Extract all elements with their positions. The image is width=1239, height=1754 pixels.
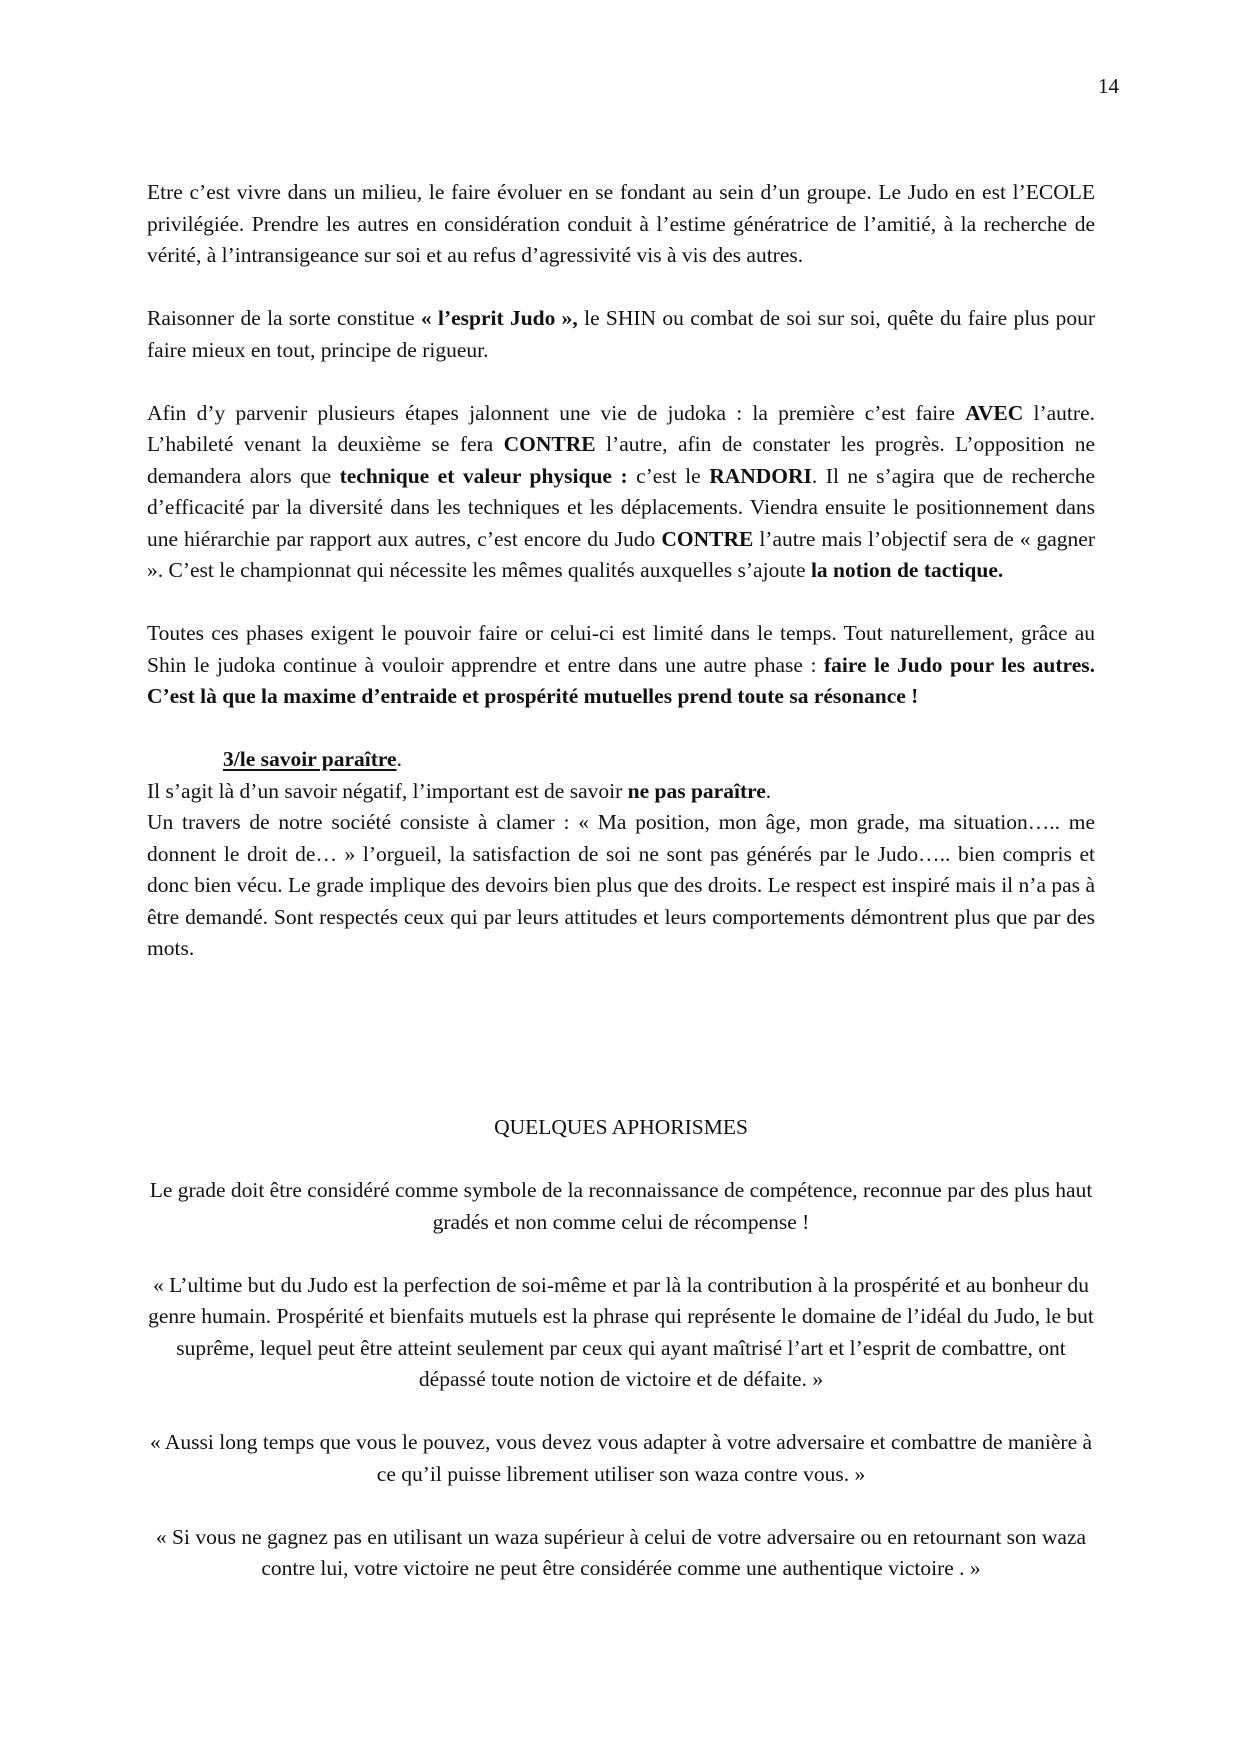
section-heading-savoir-paraitre: 3/le savoir paraître <box>223 747 397 771</box>
paragraph-phases <box>147 618 1095 713</box>
bold-ne-pas-paraitre: ne pas paraître <box>627 778 766 803</box>
paragraph-etapes <box>147 398 1095 587</box>
text-run: Il s’agit là d’un savoir négatif, l’important est de savoir <box>147 778 628 803</box>
bold-technique: technique et valeur physique : <box>339 463 628 488</box>
aphorisms-section <box>147 1112 1095 1616</box>
text-run: l’autre. L’habileté venant la deuxième se fera <box>147 400 1095 456</box>
bold-esprit-judo: « l’esprit Judo », <box>420 306 578 330</box>
aphorism-ultime-but: « L’ultime but du Judo est la perfection de soi-même et par là la contribution à la prospérité et au bonheur du genre humain. Prospérité et bienfaits mutuels est la phrase qui représente le domaine de l’idéal du Judo, le but suprême, lequel peut être atteint seulement par ceux qui ayant maîtrisé l’art et l’esprit de combattre, ont dépassé toute notion de victoire et de défaite. » <box>148 1272 1094 1391</box>
heading-suffix: . <box>396 747 402 771</box>
aphorism-victoire: « Si vous ne gagnez pas en utilisant un waza supérieur à celui de votre adversaire ou en retournant son waza contre lui, votre victoire ne peut être considérée comme une authentique victoire . » <box>155 1524 1087 1580</box>
text-run: l’autre, afin de constater les progrès. L’opposition ne demandera alors que <box>147 432 1095 488</box>
paragraph-etre: Etre c’est vivre dans un milieu, le faire évoluer en se fondant au sein d’un groupe. Le Judo en est l’ECOLE privilégiée. Prendre les autres en considération conduit à l’estime génératrice de l’amitié, à la recherche de vérité, à l’intransigeance sur soi et au refus d’agressivité vis à vis des autres. <box>147 180 1095 267</box>
paragraph-savoir-negatif <box>147 776 1095 808</box>
text-run: Afin d’y parvenir plusieurs étapes jalonnent une vie de judoka : la première c’est faire <box>147 400 966 425</box>
section-heading-row <box>147 744 1095 776</box>
bold-faire-judo: faire le Judo pour les autres. C’est là que la maxime d’entraide et prospérité mutuelles prend toute sa résonance ! <box>147 652 1095 708</box>
text-run: Toutes ces phases exigent le pouvoir faire or celui-ci est limité dans le temps. Tout naturellement, grâce au Shin le judoka continue à vouloir apprendre et entre dans une autre phase : <box>147 621 1095 677</box>
page-number: 14 <box>1098 74 1119 98</box>
bold-tactique: la notion de tactique. <box>810 558 1004 582</box>
text-run: c’est le <box>627 463 710 488</box>
text-run: l’autre mais l’objectif sera de « gagner ». C’est le championnat qui nécessite les mêmes qualités auxquelles s’ajoute <box>147 526 1096 582</box>
bold-avec: AVEC <box>965 400 1024 425</box>
text-run: . Il ne s’agira que de recherche d’efficacité par la diversité dans les techniques et les déplacements. Viendra ensuite le positionnement dans une hiérarchie par rapport aux autres, c’est encore du Judo <box>147 463 1096 551</box>
text-run: Raisonner de la sorte constitue <box>147 306 421 330</box>
paragraph-esprit-judo <box>147 303 1095 366</box>
main-text <box>147 177 1095 996</box>
bold-randori: RANDORI <box>709 463 812 488</box>
paragraph-travers: Un travers de notre société consiste à clamer : « Ma position, mon âge, mon grade, ma situation….. me donnent le droit de… » l’orgueil, la satisfaction de soi ne sont pas générés par le Judo….. bien compris et donc bien vécu. Le grade implique des devoirs bien plus que des droits. Le respect est inspiré mais il n’a pas à être demandé. Sont respectés ceux qui par leurs attitudes et leurs comportements démontrent plus que par des mots. <box>147 810 1095 960</box>
aphorisms-title: QUELQUES APHORISMES <box>494 1115 748 1139</box>
text-run: . <box>765 778 772 803</box>
text-run: le SHIN ou combat de soi sur soi, quête du faire plus pour faire mieux en tout, principe de rigueur. <box>147 306 1096 362</box>
aphorism-grade: Le grade doit être considéré comme symbole de la reconnaissance de compétence, reconnue par des plus haut gradés et non comme celui de récompense ! <box>149 1178 1093 1234</box>
aphorism-aussi-long-temps: « Aussi long temps que vous le pouvez, vous devez vous adapter à votre adversaire et combattre de manière à ce qu’il puisse librement utiliser son waza contre vous. » <box>149 1430 1093 1486</box>
bold-contre-2: CONTRE <box>661 526 754 551</box>
bold-contre: CONTRE <box>503 432 596 456</box>
